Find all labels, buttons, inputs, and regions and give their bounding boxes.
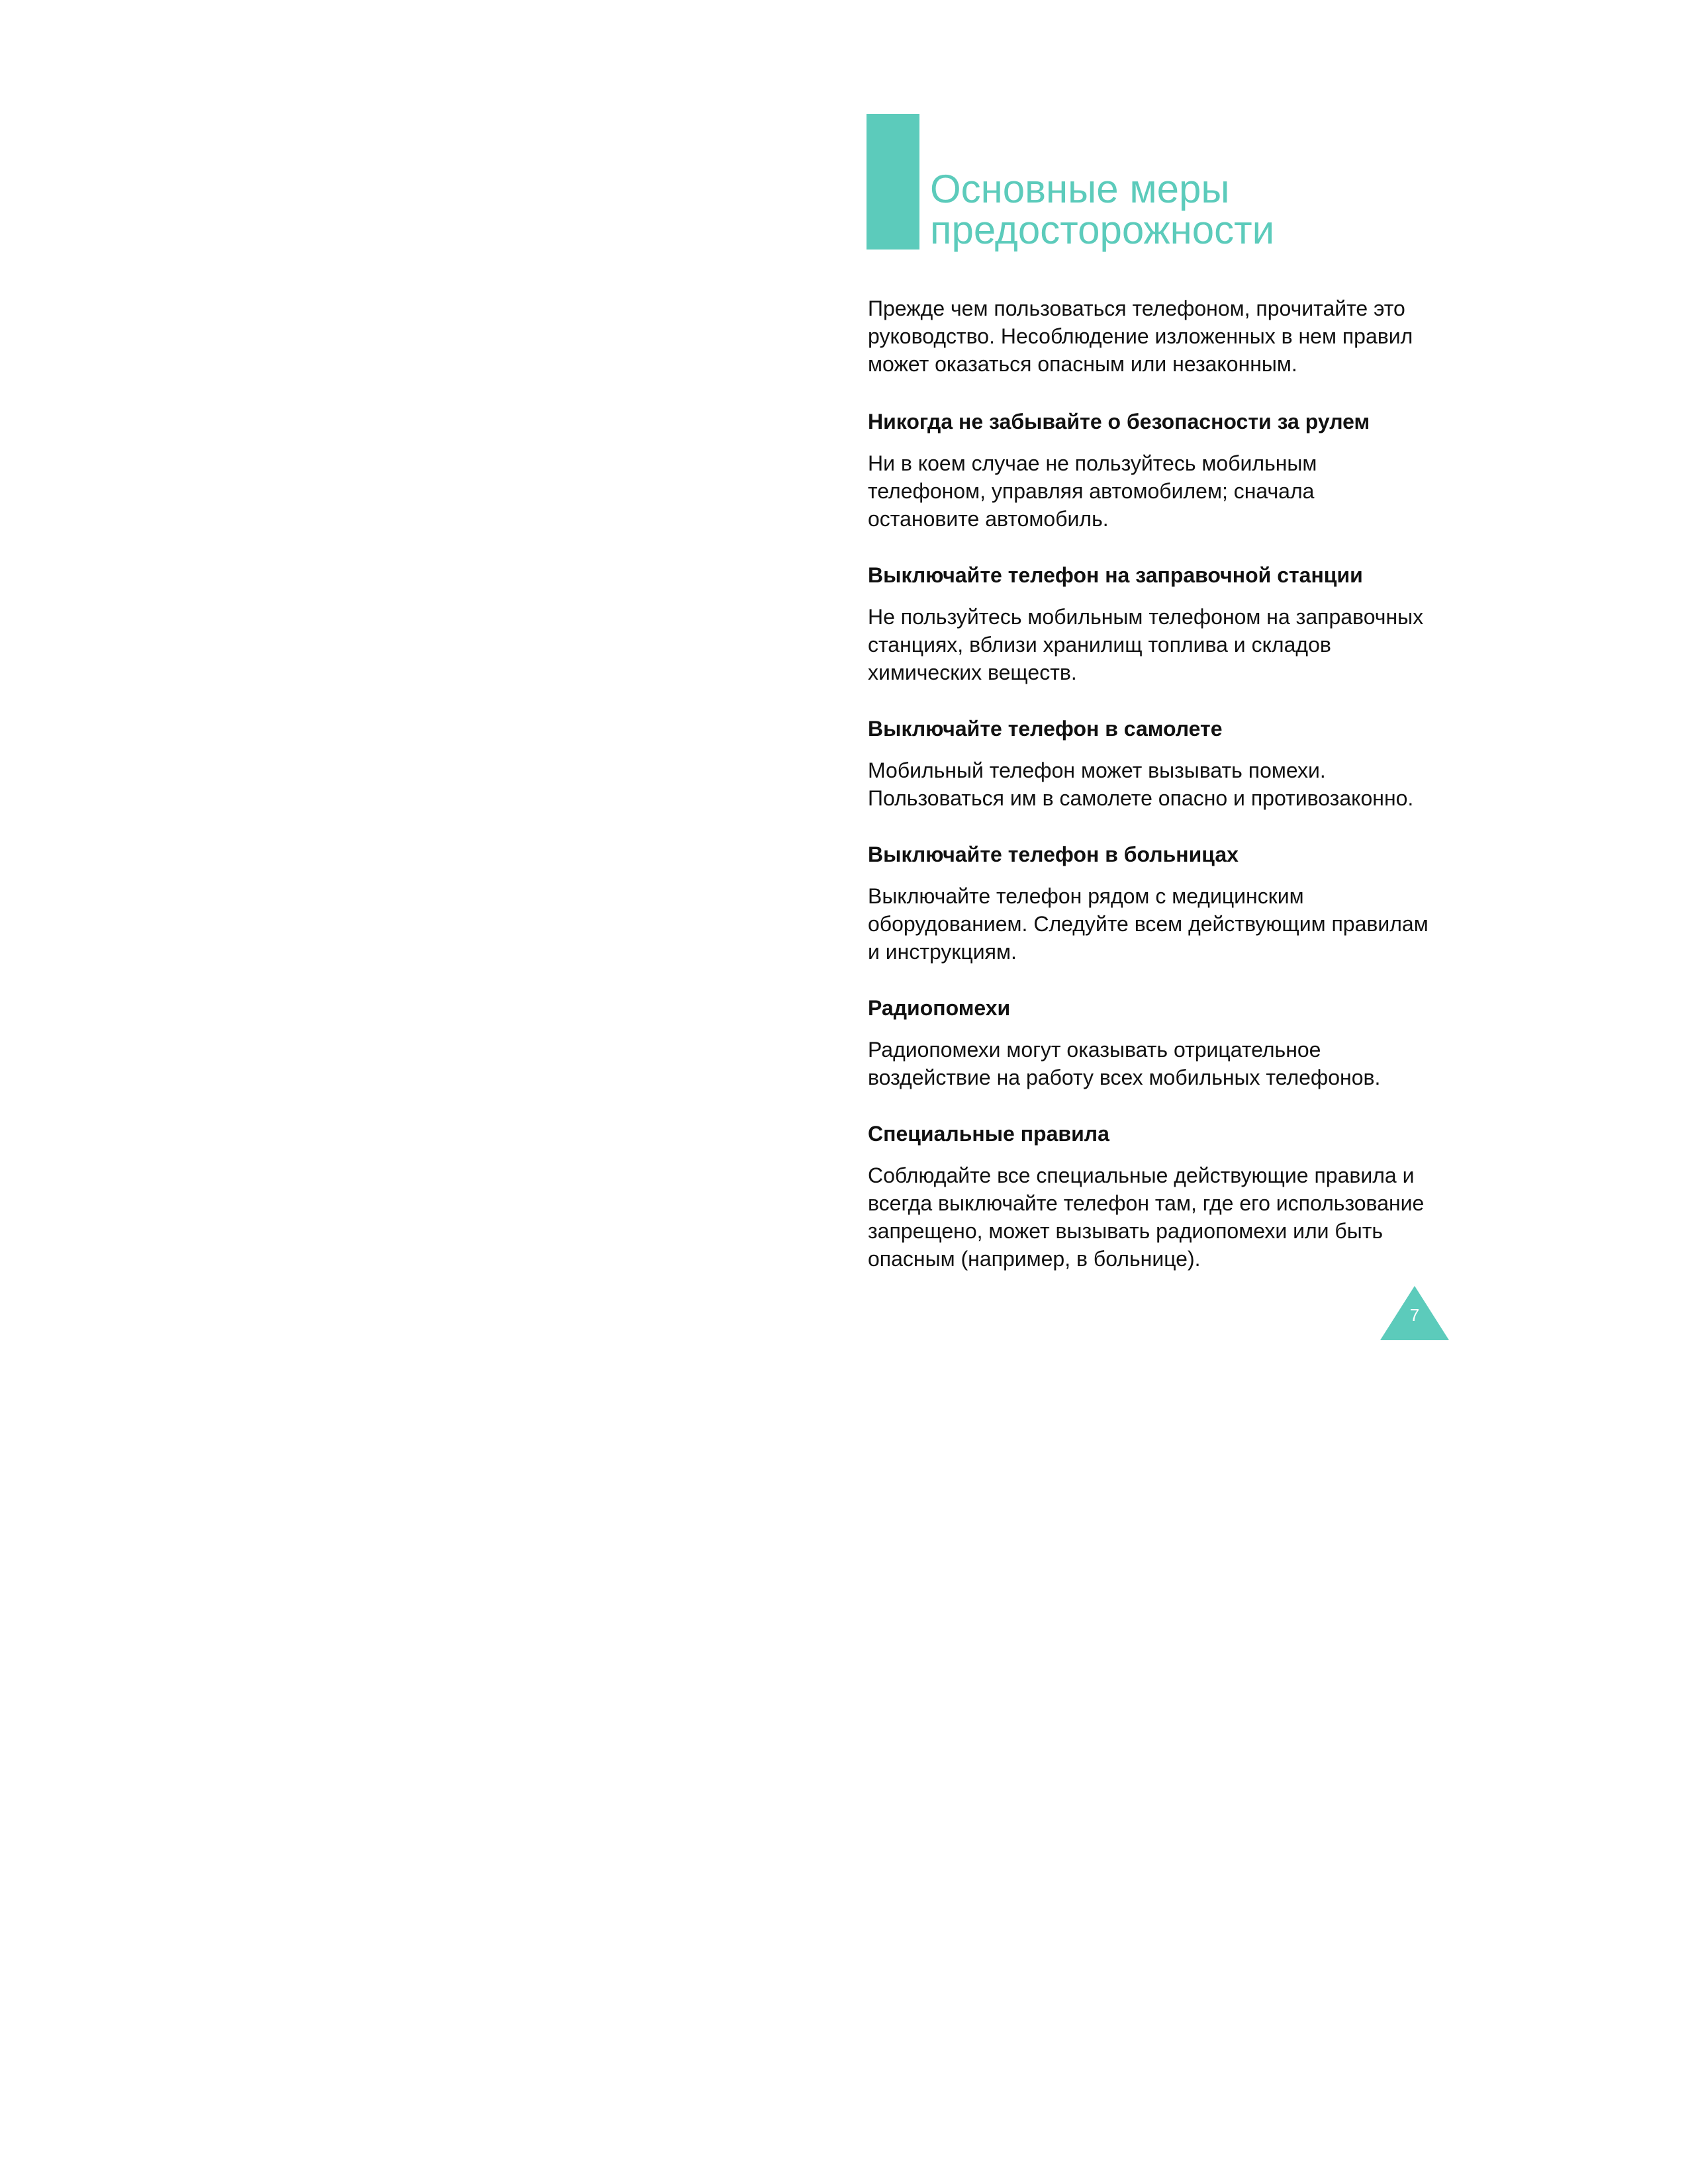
section-heading: Выключайте телефон в самолете [868, 717, 1223, 741]
section-gas-station [868, 562, 1430, 686]
section-hospitals [868, 841, 1430, 966]
page-content [868, 295, 1430, 1302]
section-heading: Выключайте телефон на заправочной станции [868, 563, 1363, 587]
page-title-line-2: предосторожности [930, 208, 1275, 252]
section-body: Соблюдайте все специальные действующие правила и всегда выключайте телефон там, где его использование запрещено, может вызывать радиопомехи или быть опасным (например, в больнице). [868, 1163, 1425, 1271]
section-heading: Радиопомехи [868, 996, 1011, 1020]
section-body: Радиопомехи могут оказывать отрицательное воздействие на работу всех мобильных телефонов. [868, 1038, 1381, 1089]
section-heading: Специальные правила [868, 1122, 1109, 1146]
section-airplane [868, 715, 1430, 812]
section-radio-interference [868, 995, 1430, 1091]
page-title [930, 169, 1460, 251]
section-body: Мобильный телефон может вызывать помехи. Пользоваться им в самолете опасно и противозаконно. [868, 758, 1414, 810]
section-heading: Выключайте телефон в больницах [868, 842, 1239, 866]
title-accent-bar [867, 114, 919, 250]
section-special-rules [868, 1120, 1430, 1273]
section-driving-safety [868, 408, 1430, 533]
section-body: Не пользуйтесь мобильным телефоном на заправочных станциях, вблизи хранилищ топлива и складов химических веществ. [868, 605, 1424, 684]
section-body: Выключайте телефон рядом с медицинским оборудованием. Следуйте всем действующим правилам и инструкциям. [868, 884, 1429, 964]
page-title-line-1: Основные меры [930, 167, 1230, 211]
page-number: 7 [1409, 1305, 1420, 1325]
section-heading: Никогда не забывайте о безопасности за рулем [868, 410, 1370, 433]
intro-paragraph: Прежде чем пользоваться телефоном, прочитайте это руководство. Несоблюдение изложенных в нем правил может оказаться опасным или незаконным. [868, 296, 1413, 376]
section-body: Ни в коем случае не пользуйтесь мобильным телефоном, управляя автомобилем; сначала остановите автомобиль. [868, 451, 1317, 531]
